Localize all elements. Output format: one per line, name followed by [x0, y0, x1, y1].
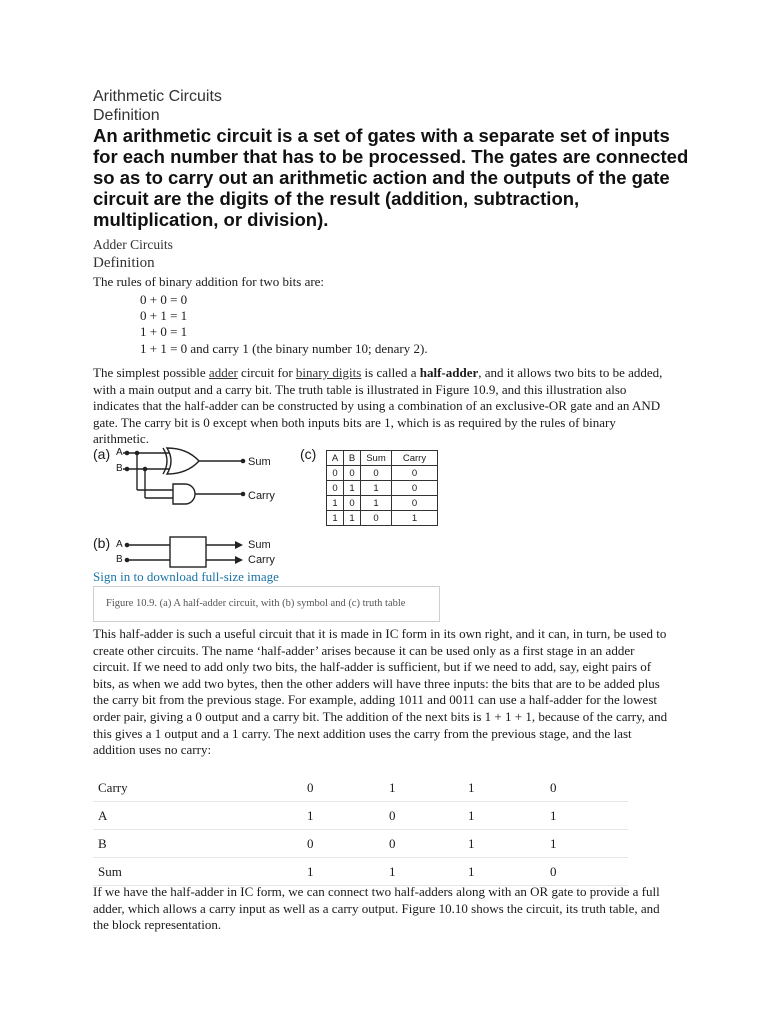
- table-cell: 1: [468, 836, 475, 851]
- carry-output-label: Carry: [248, 554, 275, 566]
- truth-cell: 1: [344, 511, 361, 526]
- table-cell: 0: [550, 864, 557, 879]
- row-label: Carry: [98, 780, 128, 795]
- half-adder-term: half-adder: [419, 365, 479, 380]
- table-cell: 1: [468, 780, 475, 795]
- adder-definition-label: Definition: [93, 255, 155, 271]
- row-label: Sum: [98, 864, 122, 879]
- rules-intro: The rules of binary addition for two bits are:: [93, 274, 325, 289]
- page-title: Arithmetic Circuits: [93, 88, 222, 105]
- definition-text: An arithmetic circuit is a set of gates with a separate set of inputs for each number that has to be processed. The gates are connected so as to carry out an arithmetic action and the outputs of the gate circuit are the digits of the result (addition, subtraction, multiplication, or division).: [93, 125, 689, 230]
- table-cell: 1: [550, 808, 557, 823]
- half-adder-block-symbol: [123, 533, 249, 569]
- download-full-size-image-link[interactable]: Sign in to download full-size image: [93, 569, 279, 584]
- rule-line: 1 + 0 = 1: [140, 324, 188, 339]
- input-a-label: A: [116, 539, 123, 550]
- row-label: B: [98, 836, 107, 851]
- rule-line: 0 + 1 = 1: [140, 308, 188, 323]
- carry-addition-table: [93, 774, 628, 886]
- half-adder-paragraph: The simplest possible adder circuit for binary digits is called a half-adder, and it allows two bits to be added, with a main output and a carry bit. The truth table is illustrated in Figure 10.9, and this illustration also indicates that the half-adder can be constructed by using a combination of an exclusive-OR gate and an AND gate. The carry bit is 0 except when both inputs bits are 1, which is as required by the rules of binary arithmetic.: [93, 365, 663, 447]
- table-cell: 1: [389, 780, 396, 795]
- full-adder-paragraph: If we have the half-adder in IC form, we can connect two half-adders along with an OR gate to provide a full adder, which allows a carry input as well as a carry output. Figure 10.10 shows the circuit, its truth table, and the block representation.: [93, 884, 660, 933]
- input-a-label: A: [116, 447, 123, 458]
- truth-cell: 0: [361, 511, 392, 526]
- input-b-label: B: [116, 554, 123, 565]
- figure-a-label: (a): [93, 446, 111, 462]
- figure-b-half-adder-symbol: [93, 533, 303, 569]
- table-row: [93, 858, 628, 886]
- truth-table-row: [327, 511, 438, 526]
- table-cell: 0: [389, 836, 396, 851]
- table-cell: 0: [307, 836, 314, 851]
- truth-cell: 1: [327, 496, 344, 511]
- half-adder-circuit-diagram: [123, 446, 253, 512]
- definition-label: Definition: [93, 107, 160, 124]
- table-row: [93, 774, 628, 802]
- truth-cell: 1: [344, 481, 361, 496]
- table-cell: 1: [550, 836, 557, 851]
- figure-c-label: (c): [300, 446, 317, 462]
- row-label: A: [98, 808, 108, 823]
- truth-table-row: [327, 496, 438, 511]
- truth-table-row: [327, 466, 438, 481]
- sum-output-label: Sum: [248, 456, 271, 468]
- truth-cell: 0: [361, 466, 392, 481]
- table-cell: 1: [468, 808, 475, 823]
- table-row: [93, 802, 628, 830]
- half-adder-truth-table: [326, 450, 438, 526]
- truth-cell: 1: [327, 511, 344, 526]
- truth-cell: 1: [392, 511, 438, 526]
- table-cell: 1: [468, 864, 475, 879]
- table-cell: 0: [307, 780, 314, 795]
- input-b-label: B: [116, 463, 123, 474]
- truth-cell: 1: [361, 481, 392, 496]
- table-cell: 1: [389, 864, 396, 879]
- binary-digits-link[interactable]: binary digits: [295, 365, 362, 380]
- figure-caption: Figure 10.9. (a) A half-adder circuit, with (b) symbol and (c) truth table: [106, 598, 406, 609]
- table-cell: 0: [550, 780, 557, 795]
- truth-cell: 0: [327, 466, 344, 481]
- truth-cell: 0: [344, 496, 361, 511]
- truth-cell: 0: [392, 481, 438, 496]
- rule-line: 0 + 0 = 0: [140, 292, 188, 307]
- table-row: [93, 830, 628, 858]
- truth-header: A: [327, 451, 344, 466]
- rule-line: 1 + 1 = 0 and carry 1 (the binary number 10; denary 2).: [140, 341, 428, 356]
- truth-cell: 0: [344, 466, 361, 481]
- truth-header: Sum: [361, 451, 392, 466]
- figure-a-half-adder-circuit: [93, 446, 303, 512]
- truth-cell: 0: [392, 496, 438, 511]
- truth-cell: 0: [392, 466, 438, 481]
- table-cell: 1: [307, 808, 314, 823]
- truth-header: B: [344, 451, 361, 466]
- adder-circuits-title: Adder Circuits: [93, 237, 173, 252]
- truth-header: Carry: [392, 451, 438, 466]
- truth-table-header-row: [327, 451, 438, 466]
- table-cell: 0: [389, 808, 396, 823]
- table-cell: 1: [307, 864, 314, 879]
- truth-cell: 1: [361, 496, 392, 511]
- adder-link[interactable]: adder: [208, 365, 238, 380]
- carry-output-label: Carry: [248, 490, 275, 502]
- truth-cell: 0: [327, 481, 344, 496]
- figure-b-label: (b): [93, 535, 111, 551]
- sum-output-label: Sum: [248, 539, 271, 551]
- half-adder-usage-paragraph: This half-adder is such a useful circuit that it is made in IC form in its own right, and it can, in turn, be used to create other circuits. The name ‘half-adder’ arises because it can be used only as a first stage in an adder circuit. If we need to add only two bits, the half-adder is sufficient, but if we need to add, say, eight pairs of bits, as when we add two bytes, then the other adders will have three inputs: the bits that are to be added plus the carry bit from the previous stage. For example, adding 1011 and 0011 can use a half-adder for the lowest order pair, giving a 0 output and a carry bit. The addition of the next bits is 1 + 1 + 1, because of the carry, and this gives a 1 output and a 1 carry. The next addition uses the carry from the previous stage, and the last addition uses no carry:: [93, 626, 668, 758]
- truth-table-row: [327, 481, 438, 496]
